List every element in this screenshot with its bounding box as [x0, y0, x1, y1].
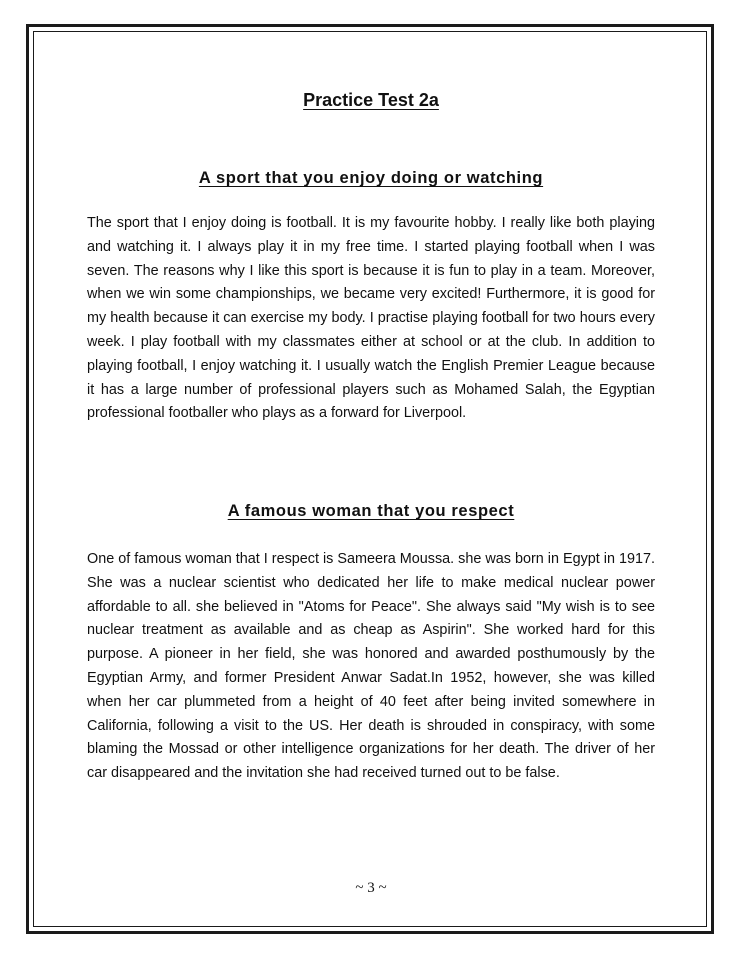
page-border-outer [26, 24, 714, 934]
page-title: Practice Test 2a [303, 90, 439, 110]
section-heading-famous-woman: A famous woman that you respect [227, 502, 515, 520]
page-border-inner [33, 31, 707, 927]
page-number: ~ 3 ~ [355, 880, 387, 896]
section-heading-sport: A sport that you enjoy doing or watching [198, 169, 544, 187]
section-body-sport: The sport that I enjoy doing is football. It is my favourite hobby. I really like both playing and watching it. I always play it in my free time. I started playing football when I was seven. The reasons why I like this sport is because it is fun to play in a team. Moreover, when we win some championships, we became very excited! Furthermore, it is good for my health because it can exercise my body. I practise playing football for two hours every week. I play football with my classmates either at school or at the club. In addition to playing football, I enjoy watching it. I usually watch the English Premier League because it has a large number of professional players such as Mohamed Salah, the Egyptian professional footballer who plays as a forward for Liverpool. [87, 215, 655, 422]
section-body-famous-woman: One of famous woman that I respect is Sameera Moussa. she was born in Egypt in 1917. She was a nuclear scientist who dedicated her life to make medical nuclear power affordable to all. she believed in "Atoms for Peace". She always said "My wish is to see nuclear treatment as available and as cheap as Aspirin". She worked hard for this purpose. A pioneer in her field, she was honored and awarded posthumously by the Egyptian Army, and former President Anwar Sadat.In 1952, however, she was killed when her car plummeted from a height of 40 feet after being invited somewhere in California, following a visit to the US. Her death is shrouded in conspiracy, with some blaming the Mossad or other intelligence organizations for her death. The driver of her car disappeared and the invitation she had received turned out to be false. [87, 551, 655, 782]
